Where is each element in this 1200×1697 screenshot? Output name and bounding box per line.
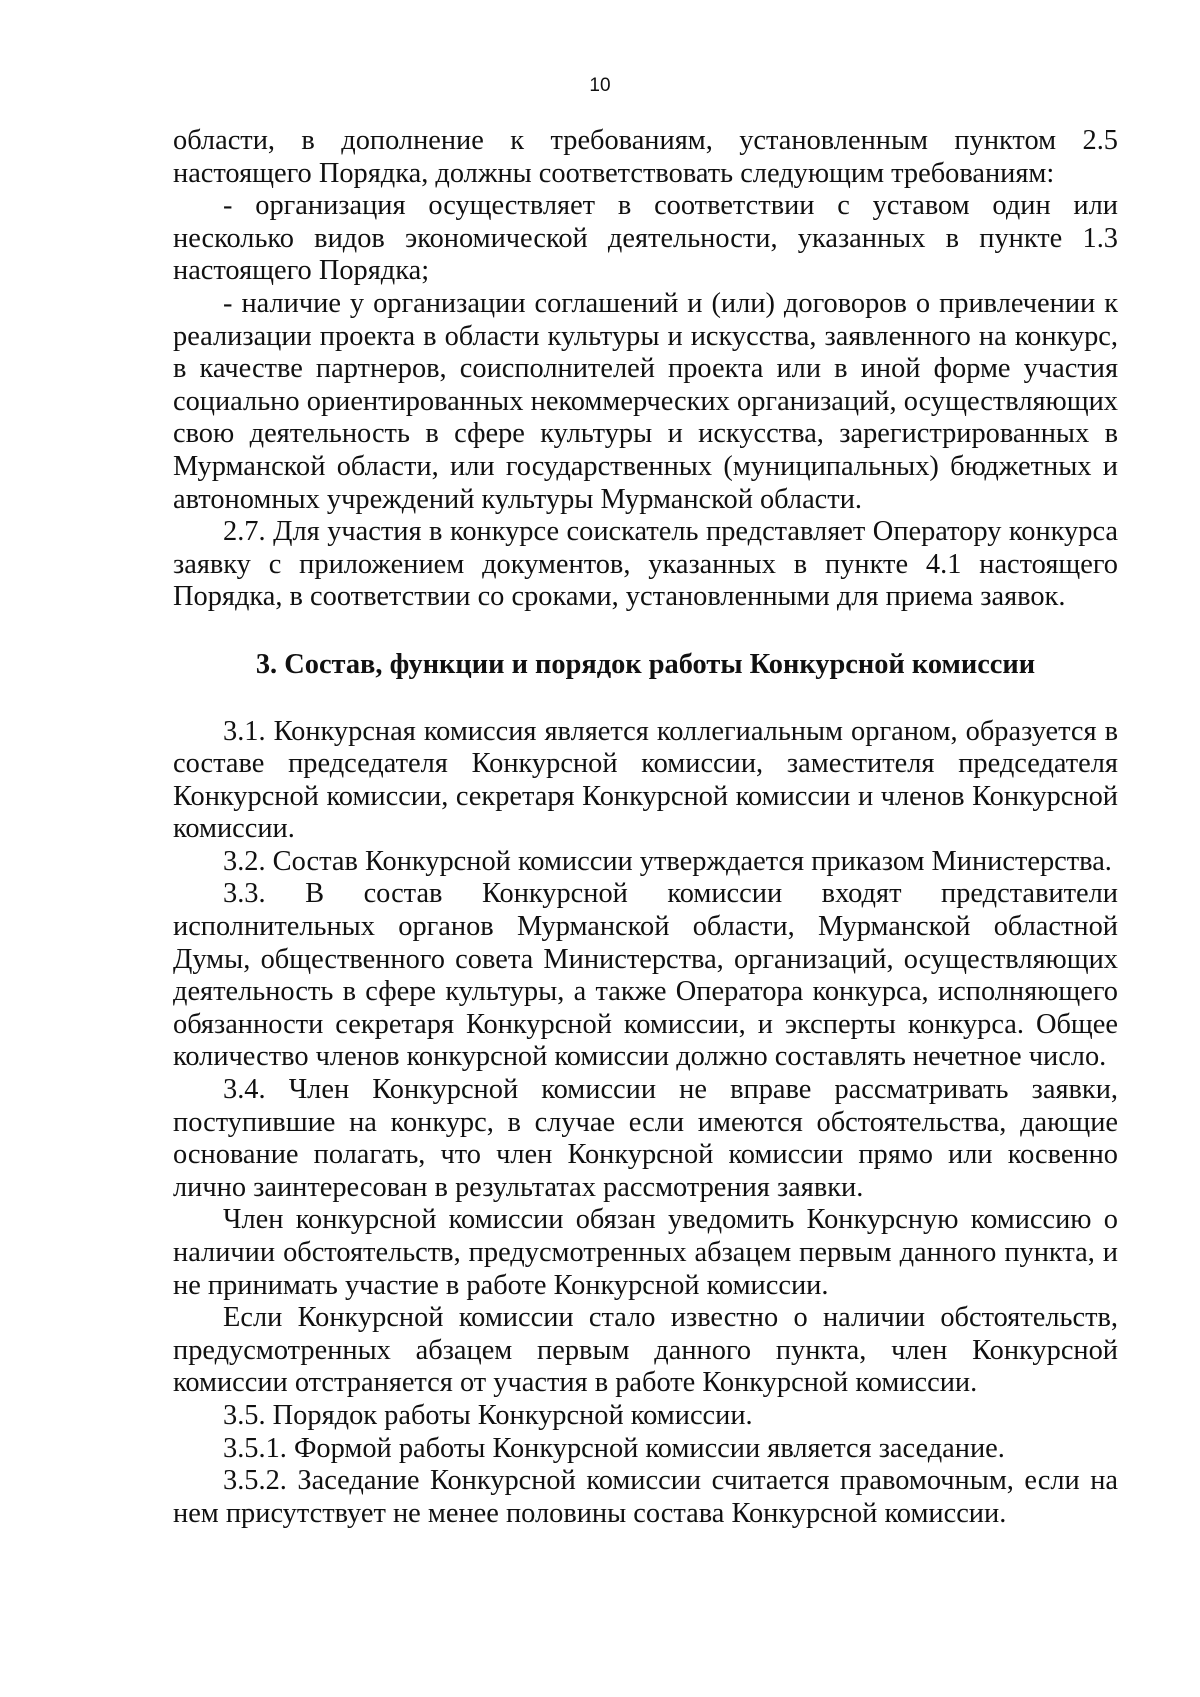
paragraph-3-5-1: 3.5.1. Формой работы Конкурсной комиссии является заседание. (223, 1432, 1005, 1464)
page-number: 10 (589, 75, 611, 96)
paragraph-continuation: области, в дополнение к требованиям, установленным пунктом 2.5 настоящего Порядка, должны соответствовать следующим требованиям: (173, 125, 1118, 189)
paragraph-3-4-removal: Если Конкурсной комиссии стало известно о наличии обстоятельств, предусмотренных абзацем первым данного пункта, член Конкурсной комиссии отстраняется от участия в работе Конкурсной комиссии. (173, 1302, 1118, 1399)
section-heading: 3. Состав, функции и порядок работы Конкурсной комиссии (255, 648, 1036, 680)
document-body (173, 125, 1118, 1530)
paragraph-3-3: 3.3. В состав Конкурсной комиссии входят представители исполнительных органов Мурманской области, Мурманской областной Думы, общественного совета Министерства, организаций, осуществляющих деятельность в сфере культуры, а также Оператора конкурса, исполняющего обязанности секретаря Конкурсной комиссии, и эксперты конкурса. Общее количество членов конкурсной комиссии должно составлять нечетное число. (173, 878, 1118, 1073)
paragraph-requirement-agreements: - наличие у организации соглашений и (или) договоров о привлечении к реализации проекта в области культуры и искусства, заявленного на конкурс, в качестве партнеров, соисполнителей проекта или в иной форме участия социально ориентированных некоммерческих организаций, осуществляющих свою деятельность в сфере культуры и искусства, зарегистрированных в Мурманской области, или государственных (муниципальных) бюджетных и автономных учреждений культуры Мурманской области. (173, 287, 1118, 515)
paragraph-requirement-activity: - организация осуществляет в соответствии с уставом один или несколько видов экономической деятельности, указанных в пункте 1.3 настоящего Порядка; (173, 190, 1118, 287)
paragraph-3-1: 3.1. Конкурсная комиссия является коллегиальным органом, образуется в составе председателя Конкурсной комиссии, заместителя председателя Конкурсной комиссии, секретаря Конкурсной комиссии и членов Конкурсной комиссии. (173, 715, 1118, 845)
paragraph-3-5-2: 3.5.2. Заседание Конкурсной комиссии считается правомочным, если на нем присутствует не менее половины состава Конкурсной комиссии. (173, 1465, 1118, 1529)
paragraph-3-4: 3.4. Член Конкурсной комиссии не вправе рассматривать заявки, поступившие на конкурс, в случае если имеются обстоятельства, дающие основание полагать, что член Конкурсной комиссии прямо или косвенно лично заинтересован в результатах рассмотрения заявки. (173, 1074, 1118, 1203)
paragraph-3-2: 3.2. Состав Конкурсной комиссии утверждается приказом Министерства. (223, 845, 1112, 877)
paragraph-3-5: 3.5. Порядок работы Конкурсной комиссии. (223, 1399, 753, 1431)
paragraph-3-4-notify: Член конкурсной комиссии обязан уведомить Конкурсную комиссию о наличии обстоятельств, предусмотренных абзацем первым данного пункта, и не принимать участие в работе Конкурсной комиссии. (173, 1204, 1118, 1301)
paragraph-2-7: 2.7. Для участия в конкурсе соискатель представляет Оператору конкурса заявку с приложением документов, указанных в пункте 4.1 настоящего Порядка, в соответствии со сроками, установленными для приема заявок. (173, 516, 1118, 613)
